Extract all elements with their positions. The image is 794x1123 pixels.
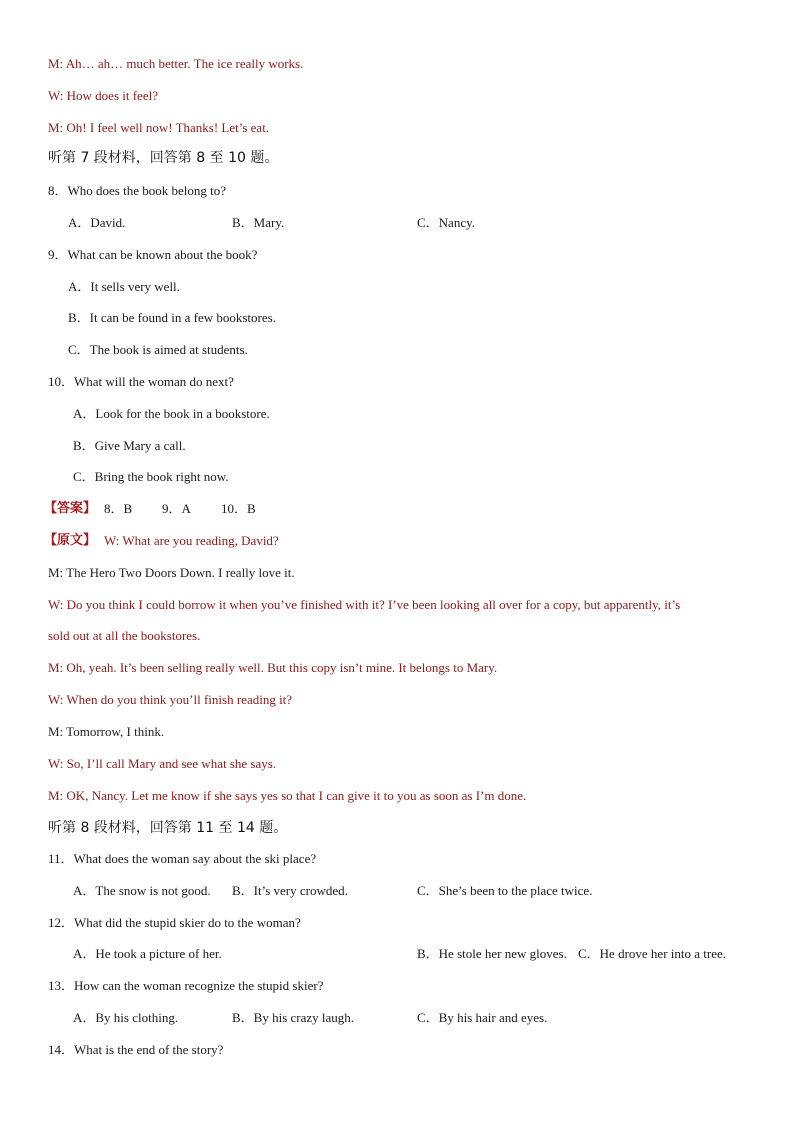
question-option: A．Look for the book in a bookstore. <box>73 406 270 421</box>
transcript-line: W: Do you think I could borrow it when you’ve finished with it? I’ve been looking all over for a copy, but apparently, it’s <box>48 597 681 612</box>
question-option: B．He stole her new gloves. <box>417 946 567 961</box>
question-option: B．Mary. <box>232 215 285 230</box>
section-heading: 听第 8 段材料，回答第 11 至 14 题。 <box>48 820 288 836</box>
question-stem: 13．How can the woman recognize the stupid skier? <box>48 978 324 993</box>
question-stem: 14．What is the end of the story? <box>48 1042 224 1057</box>
question-option: B．By his crazy laugh. <box>232 1010 355 1025</box>
question-option: A．The snow is not good. <box>73 883 211 898</box>
question-option: C．He drove her into a tree. <box>578 946 727 961</box>
question-stem: 11．What does the woman say about the ski place? <box>48 851 317 866</box>
transcript-line: M: OK, Nancy. Let me know if she says yes so that I can give it to you as soon as I’m done. <box>48 788 527 803</box>
transcript-line: W: What are you reading, David? <box>104 533 279 548</box>
transcript-label: 【原文】 <box>44 533 97 548</box>
question-option: B．It’s very crowded. <box>232 883 348 898</box>
question-option: A．By his clothing. <box>73 1010 179 1025</box>
question-option: A．It sells very well. <box>68 279 180 294</box>
question-option: C．By his hair and eyes. <box>417 1010 548 1025</box>
transcript-line: M: Oh! I feel well now! Thanks! Let’s eat. <box>48 120 270 135</box>
transcript-line: M: Tomorrow, I think. <box>48 724 165 739</box>
transcript-line: W: So, I’ll call Mary and see what she says. <box>48 756 277 771</box>
question-option: C．Bring the book right now. <box>73 469 229 484</box>
transcript-line: M: Ah… ah… much better. The ice really works. <box>48 56 304 71</box>
answer-item: 9．A <box>162 501 191 516</box>
question-option: C．The book is aimed at students. <box>68 342 248 357</box>
question-stem: 12．What did the stupid skier do to the woman? <box>48 915 301 930</box>
answer-label: 【答案】 <box>44 501 97 516</box>
question-stem: 9．What can be known about the book? <box>48 247 258 262</box>
question-option: A．David. <box>68 215 126 230</box>
transcript-line: W: How does it feel? <box>48 88 158 103</box>
transcript-line: M: The Hero Two Doors Down. I really love it. <box>48 565 295 580</box>
question-option: C．Nancy. <box>417 215 476 230</box>
question-stem: 10．What will the woman do next? <box>48 374 234 389</box>
question-option: B．It can be found in a few bookstores. <box>68 310 276 325</box>
transcript-line: sold out at all the bookstores. <box>48 628 201 643</box>
section-heading: 听第 7 段材料，回答第 8 至 10 题。 <box>48 150 279 166</box>
answer-item: 8．B <box>104 501 133 516</box>
question-option: C．She’s been to the place twice. <box>417 883 593 898</box>
transcript-line: M: Oh, yeah. It’s been selling really well. But this copy isn’t mine. It belongs to Mary. <box>48 660 498 675</box>
question-option: A．He took a picture of her. <box>73 946 222 961</box>
transcript-line: W: When do you think you’ll finish reading it? <box>48 692 293 707</box>
answer-item: 10．B <box>221 501 256 516</box>
question-stem: 8．Who does the book belong to? <box>48 183 226 198</box>
question-option: B．Give Mary a call. <box>73 438 186 453</box>
